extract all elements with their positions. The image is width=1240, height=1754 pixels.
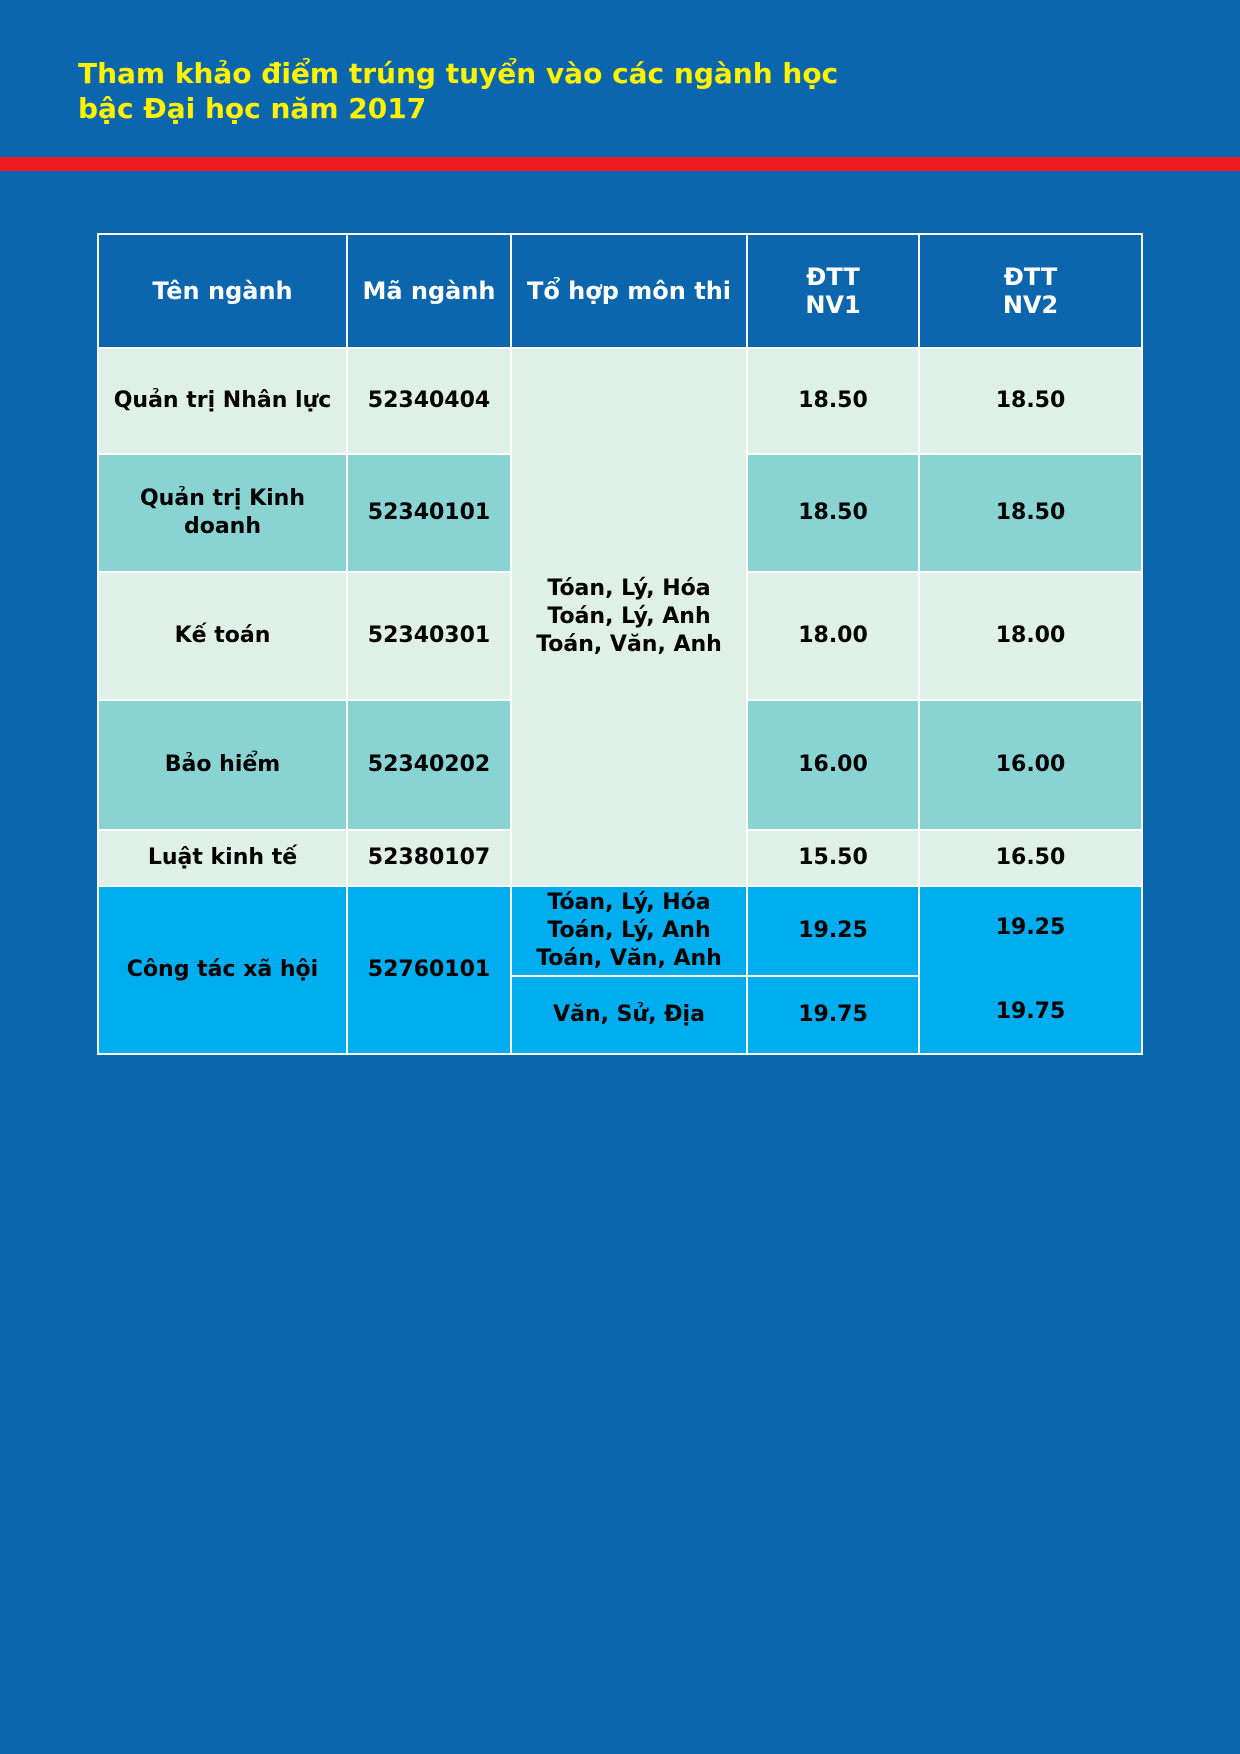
major-code: 52340202 xyxy=(347,700,511,830)
header-nv1-line-2: NV1 xyxy=(805,291,861,319)
score-nv1: 18.50 xyxy=(747,348,919,454)
header-nv1-line-1: ĐTT xyxy=(806,263,860,291)
table-row xyxy=(98,886,1142,976)
major-name: Công tác xã hội xyxy=(98,886,347,1054)
major-name: Quản trị Nhân lực xyxy=(98,348,347,454)
combo-line: Tóan, Lý, Hóa xyxy=(547,576,711,601)
combo-line: Toán, Văn, Anh xyxy=(536,632,722,657)
score-nv1: 18.50 xyxy=(747,454,919,572)
score-nv2-value: 19.25 xyxy=(995,915,1066,940)
score-nv1: 19.75 xyxy=(747,976,919,1054)
score-nv2: 18.00 xyxy=(919,572,1142,700)
header-name: Tên ngành xyxy=(98,234,347,348)
header-nv2-line-2: NV2 xyxy=(1002,291,1059,319)
score-nv2-value: 19.75 xyxy=(995,999,1066,1024)
table-row xyxy=(98,348,1142,454)
major-code: 52340404 xyxy=(347,348,511,454)
page-title xyxy=(78,56,838,126)
score-nv2: 16.50 xyxy=(919,830,1142,886)
major-code: 52760101 xyxy=(347,886,511,1054)
page-title-line-1: Tham khảo điểm trúng tuyển vào các ngành học xyxy=(78,57,839,90)
header-combo: Tổ hợp môn thi xyxy=(511,234,747,348)
table-header-row xyxy=(98,234,1142,348)
combo-line: Toán, Văn, Anh xyxy=(536,946,722,971)
header-code: Mã ngành xyxy=(347,234,511,348)
score-nv2: 18.50 xyxy=(919,348,1142,454)
score-nv1: 16.00 xyxy=(747,700,919,830)
score-nv1: 18.00 xyxy=(747,572,919,700)
combo-line: Toán, Lý, Anh xyxy=(547,918,711,943)
major-name: Bảo hiểm xyxy=(98,700,347,830)
major-name: Quản trị Kinh doanh xyxy=(98,454,347,572)
score-nv2: 16.00 xyxy=(919,700,1142,830)
major-name: Luật kinh tế xyxy=(98,830,347,886)
subject-combination xyxy=(511,886,747,976)
admission-scores-table xyxy=(97,233,1143,1055)
score-nv2: 18.50 xyxy=(919,454,1142,572)
major-code: 52340301 xyxy=(347,572,511,700)
accent-divider xyxy=(0,157,1240,171)
shared-subject-combination xyxy=(511,348,747,886)
combo-line: Toán, Lý, Anh xyxy=(547,604,711,629)
page-title-line-2: bậc Đại học năm 2017 xyxy=(78,92,427,125)
score-nv1: 15.50 xyxy=(747,830,919,886)
header-nv1 xyxy=(747,234,919,348)
major-code: 52340101 xyxy=(347,454,511,572)
major-code: 52380107 xyxy=(347,830,511,886)
subject-combination: Văn, Sử, Địa xyxy=(511,976,747,1054)
major-name: Kế toán xyxy=(98,572,347,700)
header-nv2-line-1: ĐTT xyxy=(1003,263,1058,291)
combo-line: Tóan, Lý, Hóa xyxy=(547,890,711,915)
header-nv2 xyxy=(919,234,1142,348)
score-nv2 xyxy=(919,886,1142,1054)
score-nv1: 19.25 xyxy=(747,886,919,976)
